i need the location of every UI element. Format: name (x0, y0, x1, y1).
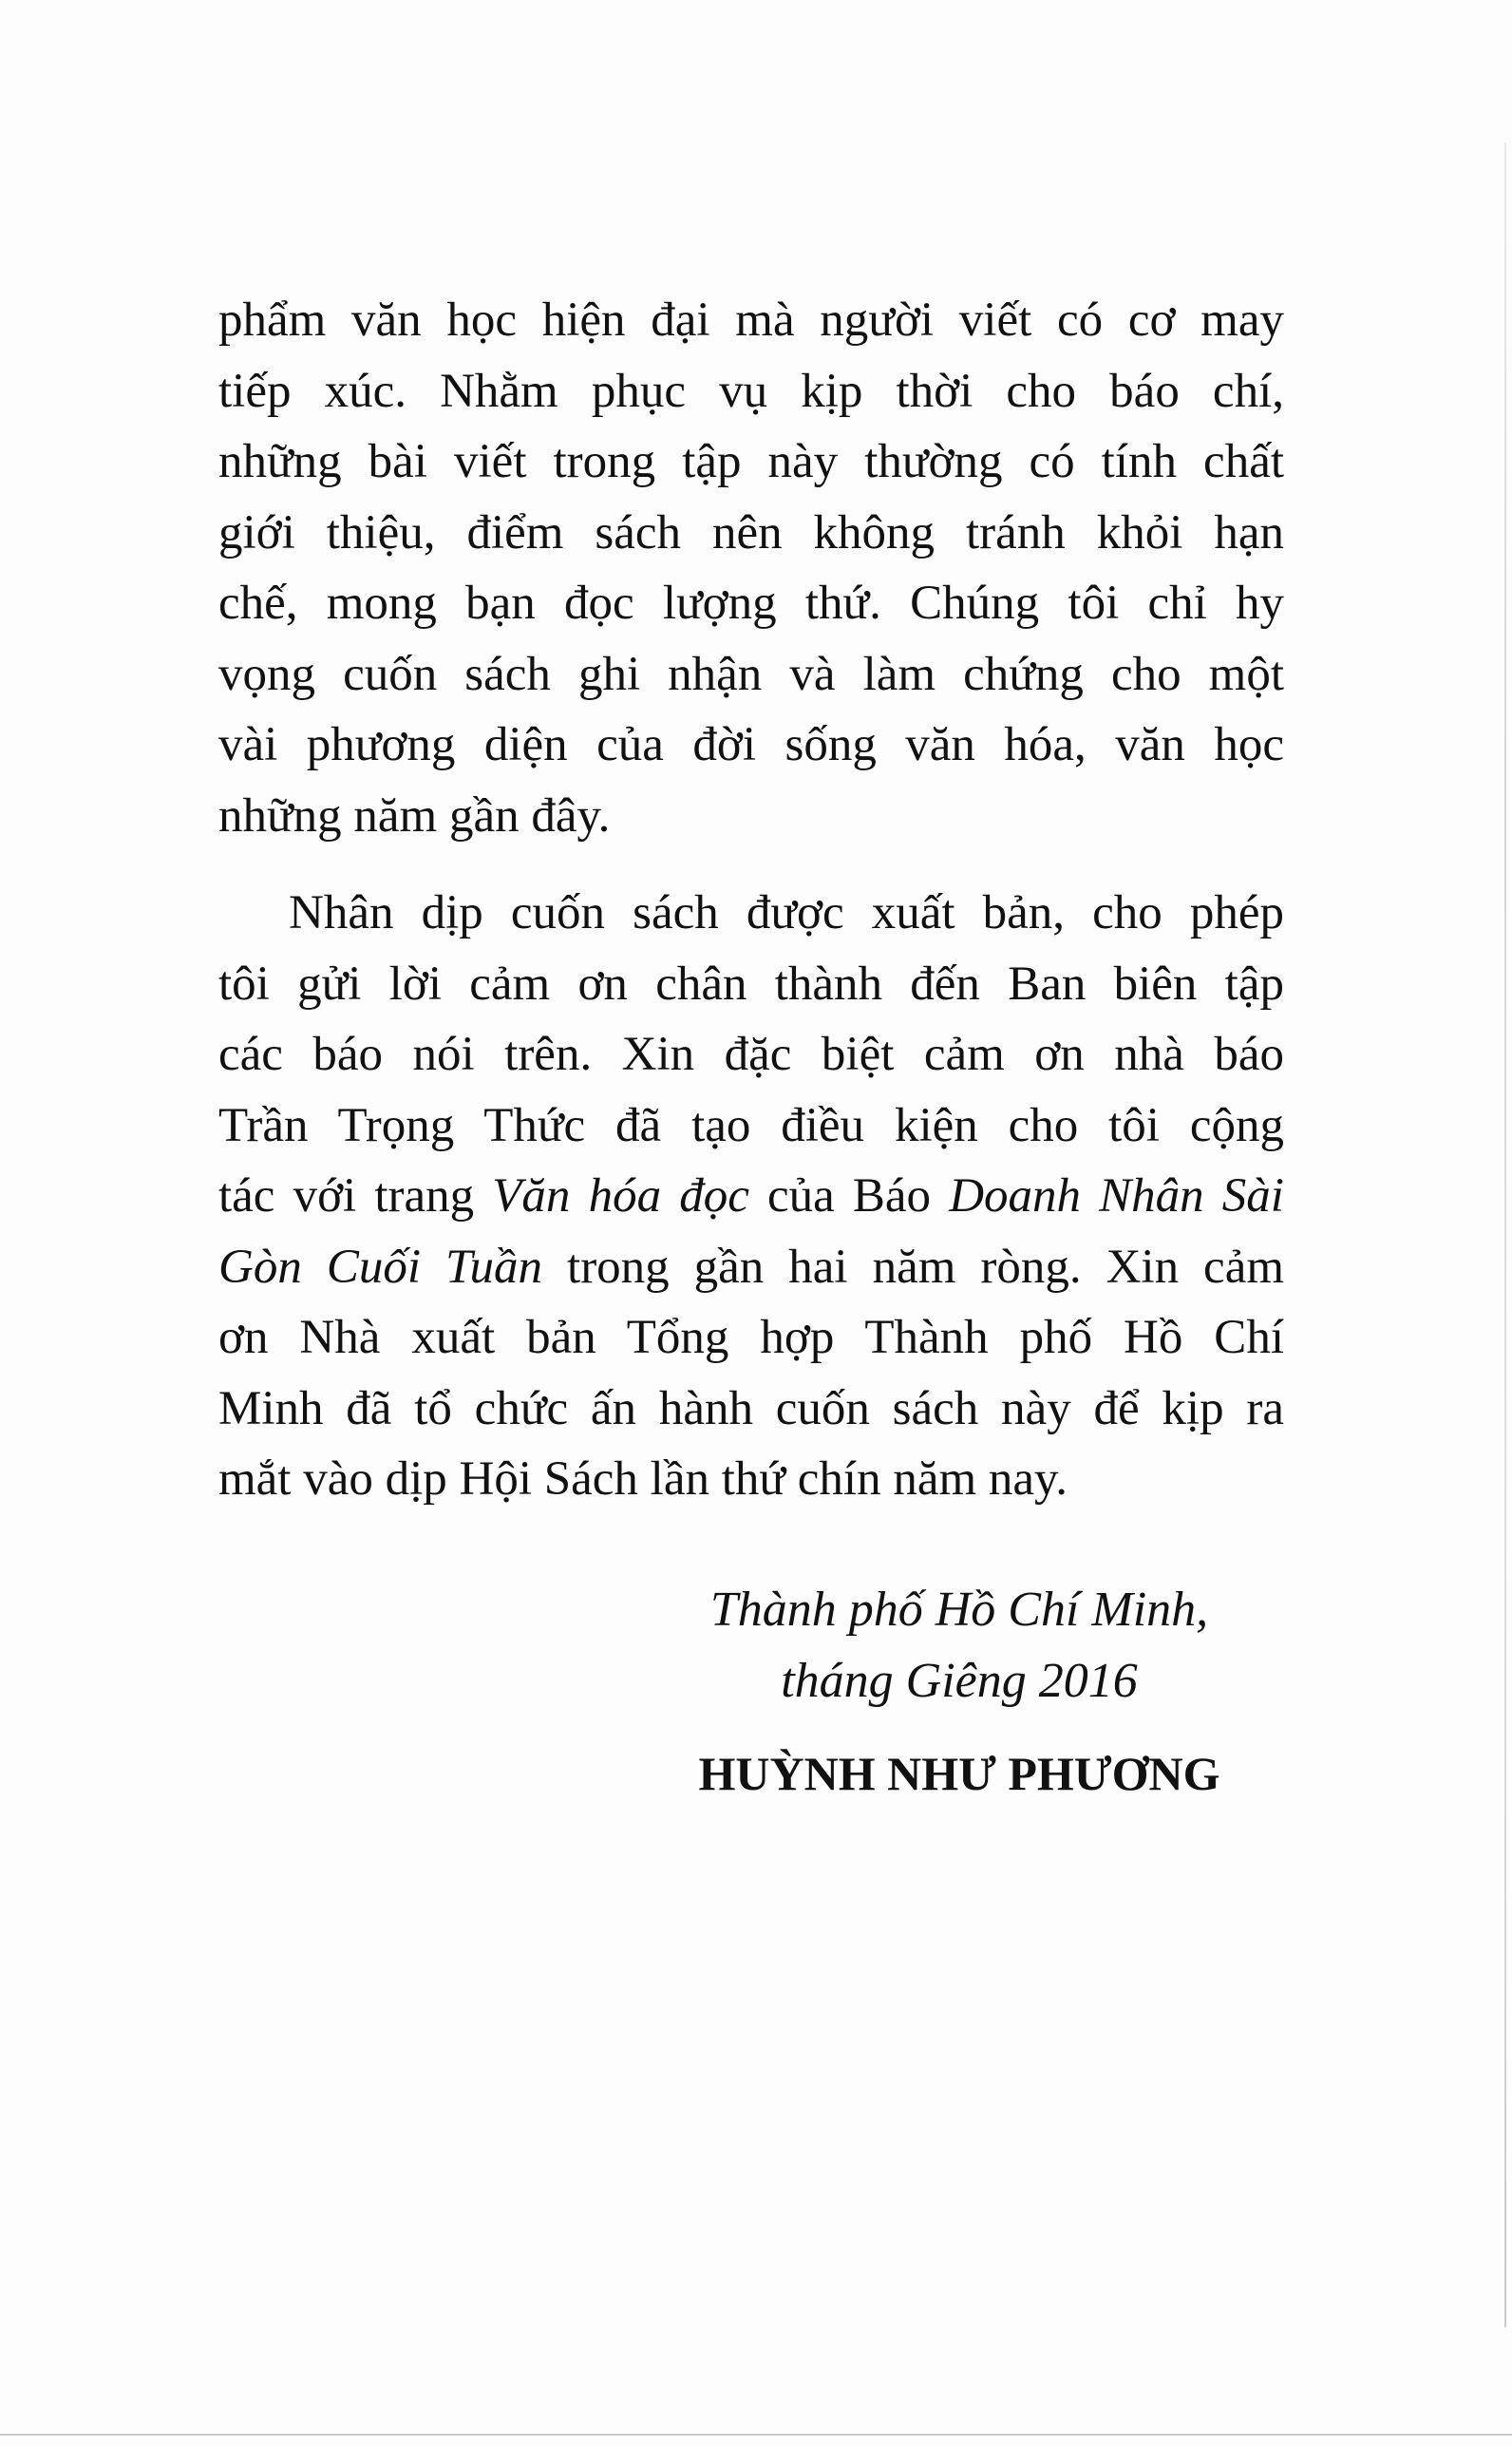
text-run: của Báo (748, 1169, 950, 1223)
text-line: Trần Trọng Thức đã tạo điều kiện cho tôi cộng (218, 1098, 1284, 1152)
text-line: các báo nói trên. Xin đặc biệt cảm ơn nhà báo (218, 1028, 1284, 1081)
text-line: tiếp xúc. Nhằm phục vụ kịp thời cho báo chí, (218, 364, 1284, 418)
scan-edge-bottom (0, 2434, 1512, 2436)
text-line: giới thiệu, điểm sách nên không tránh khỏi hạn (218, 505, 1284, 560)
text-line: tôi gửi lời cảm ơn chân thành đến Ban biên tập (218, 957, 1284, 1011)
text-line: mắt vào dịp Hội Sách lần thứ chín năm nay. (218, 1452, 1068, 1506)
paragraph-2 (218, 878, 1284, 1515)
text-line: phẩm văn học hiện đại mà người viết có cơ may (218, 294, 1284, 347)
scan-edge-right (1504, 142, 1506, 2327)
italic-title: Văn hóa đọc (492, 1169, 749, 1223)
italic-title: Gòn Cuối Tuần (218, 1240, 543, 1294)
text-line: vài phương diện của đời sống văn hóa, văn học (218, 718, 1284, 771)
signature-date: tháng Giêng 2016 (781, 1654, 1138, 1708)
text-line (218, 1161, 1284, 1232)
paragraph-1 (218, 285, 1284, 851)
italic-title: Doanh Nhân Sài (949, 1169, 1284, 1223)
text-line: vọng cuốn sách ghi nhận và làm chứng cho một (218, 647, 1284, 701)
text-line: những năm gần đây. (218, 788, 611, 843)
body-text (218, 285, 1284, 1515)
text-line: những bài viết trong tập này thường có tính chất (218, 435, 1284, 488)
signature-place: Thành phố Hồ Chí Minh, (709, 1583, 1209, 1637)
text-line (218, 1232, 1284, 1303)
text-run: tác với trang (218, 1169, 493, 1223)
text-run: trong gần hai năm ròng. Xin cảm (542, 1240, 1285, 1294)
text-line: Nhân dịp cuốn sách được xuất bản, cho phép (289, 886, 1284, 939)
text-line: Minh đã tổ chức ấn hành cuốn sách này để kịp ra (218, 1381, 1284, 1435)
signature-author: HUỲNH NHƯ PHƯƠNG (698, 1747, 1220, 1800)
text-line: ơn Nhà xuất bản Tổng hợp Thành phố Hồ Chí (218, 1311, 1284, 1364)
text-line: chế, mong bạn đọc lượng thứ. Chúng tôi chỉ hy (218, 577, 1284, 630)
